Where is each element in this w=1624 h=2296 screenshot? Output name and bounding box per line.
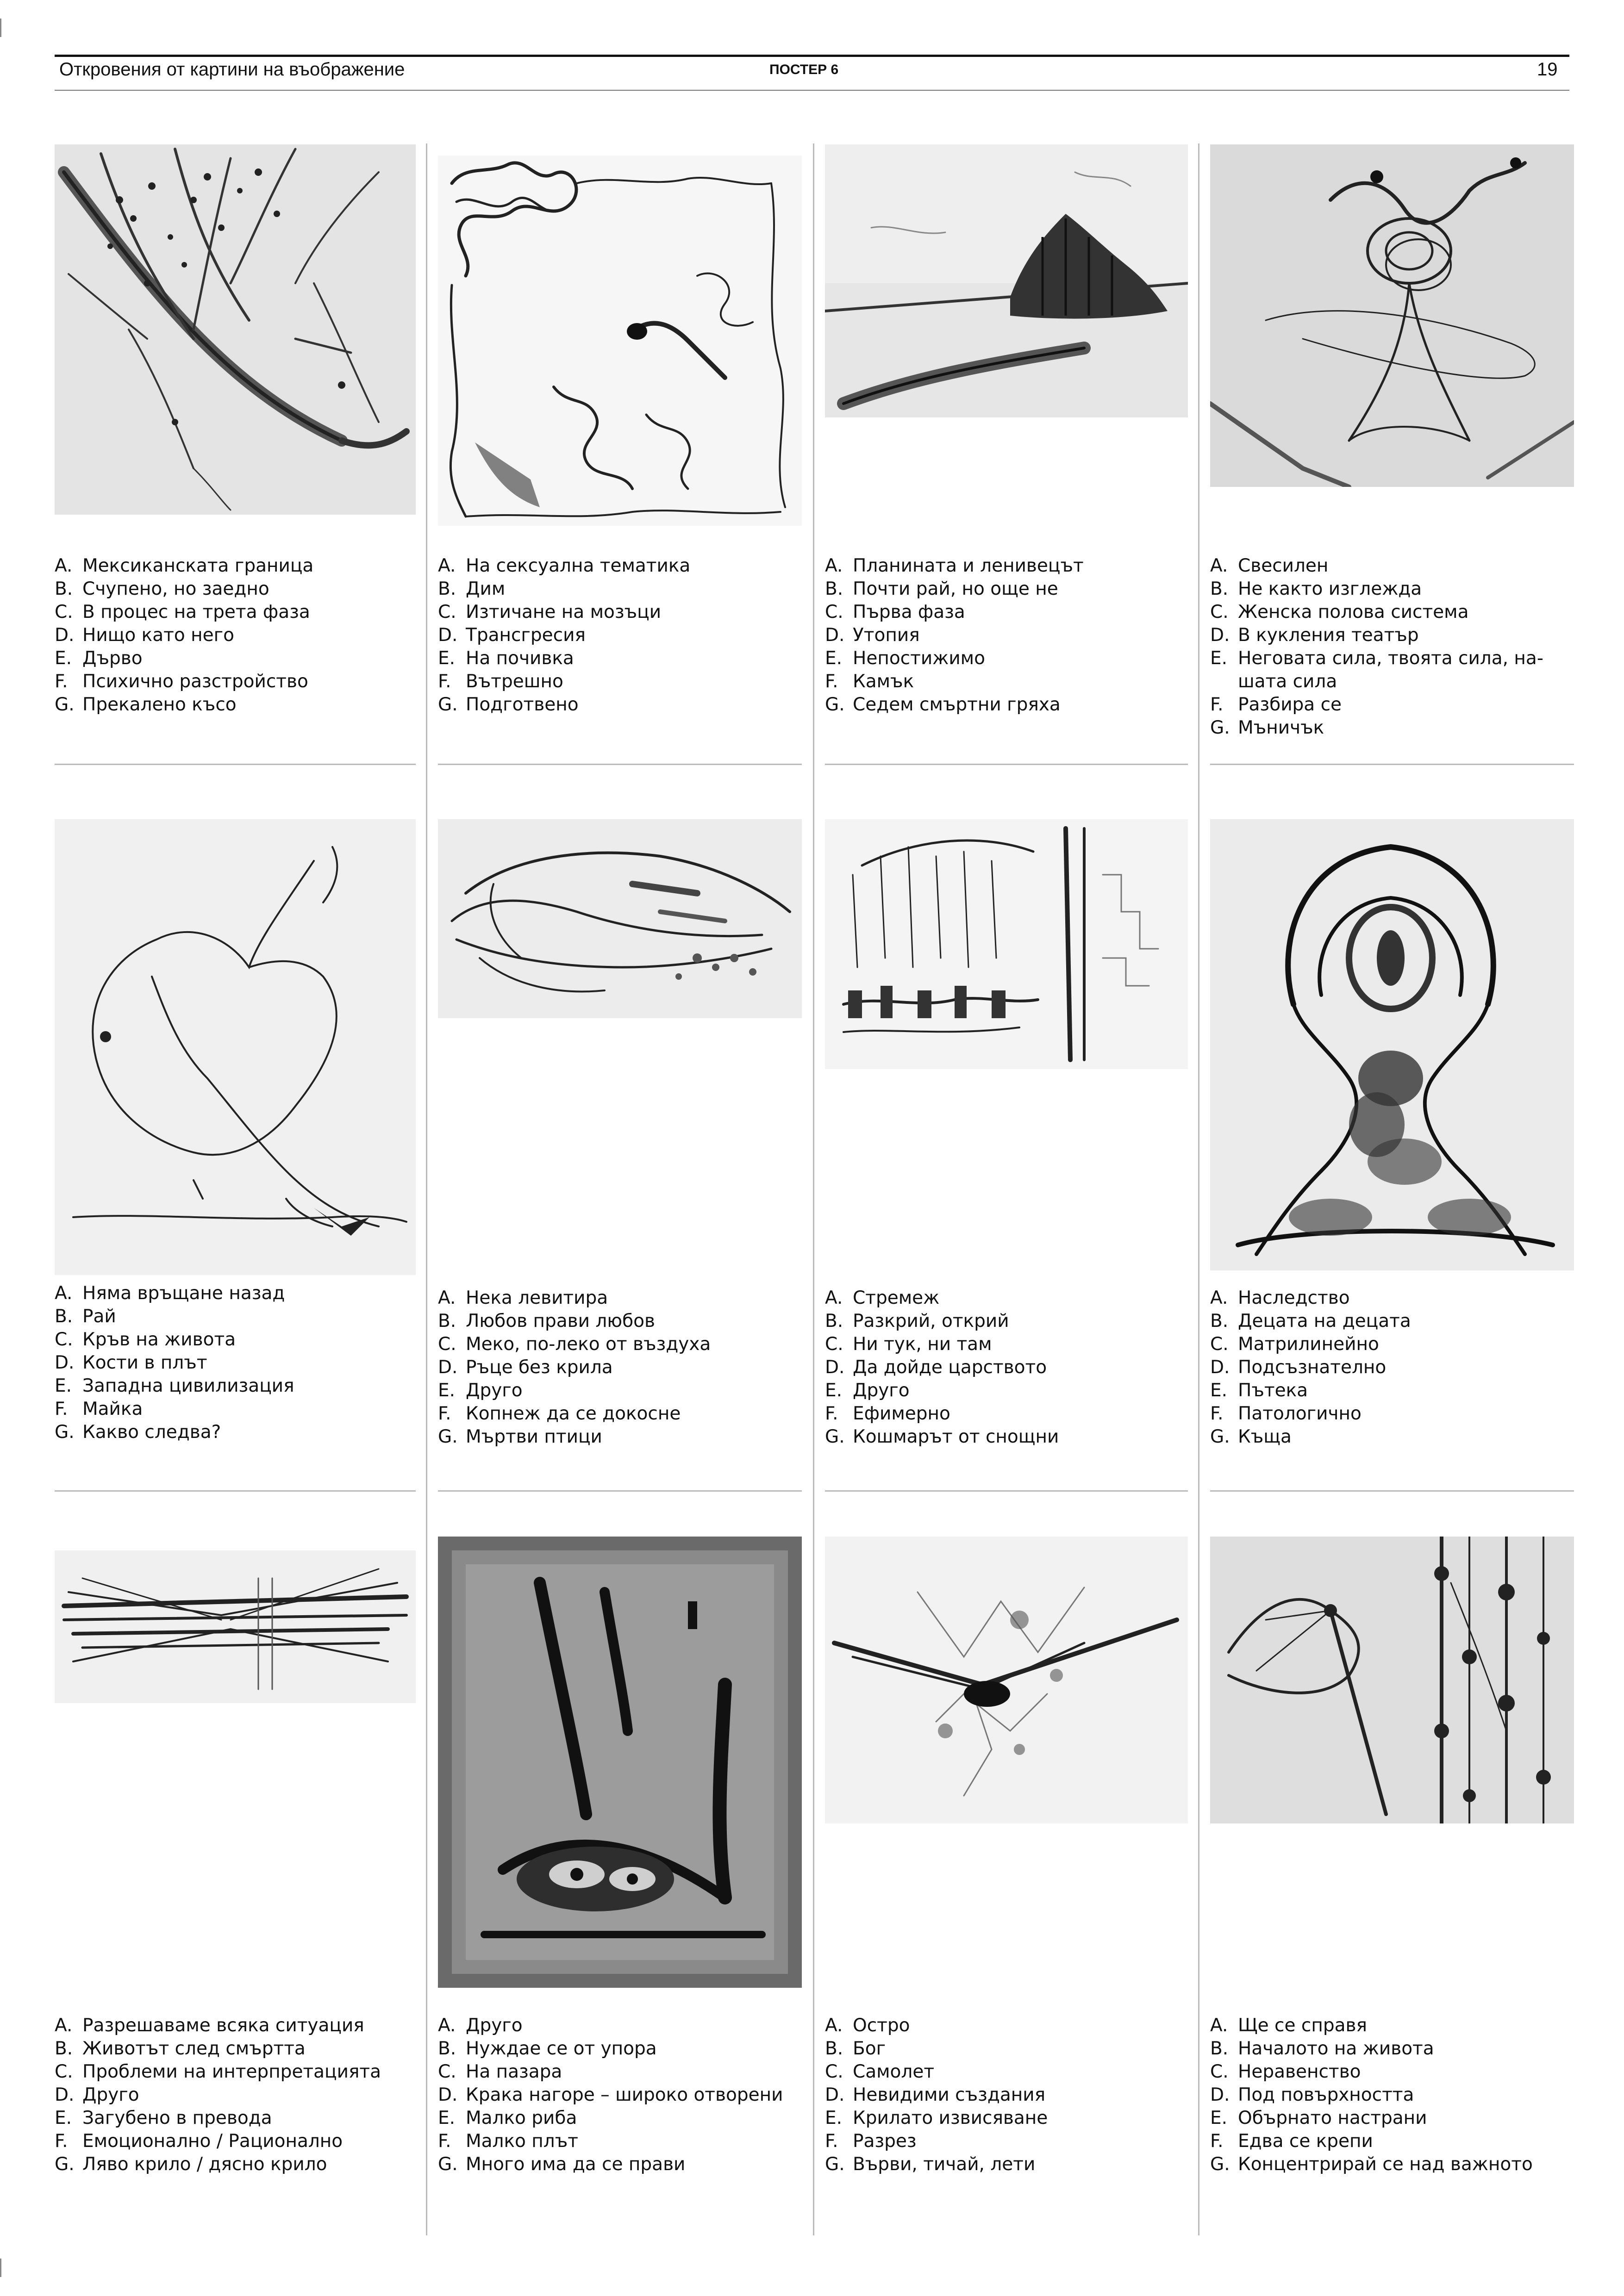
option-item: C. Изтичане на мозъци	[438, 602, 662, 622]
option-item: B. Децата на децата	[1210, 1311, 1411, 1332]
option-item: F. Малко плът	[438, 2131, 578, 2152]
options-list	[1210, 554, 1574, 740]
option-item: F. Емоционално / Рационално	[55, 2131, 343, 2152]
option-item: C. Самолет	[825, 2061, 935, 2082]
option-item: C. Неравенство	[1210, 2061, 1361, 2082]
option-item: C. На пазара	[438, 2061, 562, 2082]
option-item: D. Крака нагоре – широко отворени	[438, 2084, 783, 2105]
option-item: C. Проблеми на интерпретацията	[55, 2061, 381, 2082]
option-item: A. Разрешаваме всяка ситуация	[55, 2015, 364, 2036]
option-item: E. Друго	[438, 1380, 523, 1401]
option-item: G. Прекалено късо	[55, 694, 237, 715]
option-item: D. Подсъзнателно	[1210, 1357, 1387, 1378]
option-item: A. Остро	[825, 2015, 910, 2036]
row-divider	[438, 764, 802, 765]
option-item: A. Стремеж	[825, 1288, 940, 1308]
artwork-wing	[438, 819, 802, 1018]
option-item: D. В кукления театър	[1210, 625, 1419, 646]
option-item: D. Невидими създания	[825, 2084, 1046, 2105]
option-item: E. Неговата сила, твоята сила, на-шата сила	[1210, 648, 1543, 692]
header-poster-label: ПОСТЕР 6	[769, 62, 839, 77]
option-item: A. На сексуална тематика	[438, 555, 691, 576]
option-item: D. Кости в плът	[55, 1352, 207, 1373]
option-item: E. Малко риба	[438, 2108, 577, 2128]
option-item: A. Ще се справя	[1210, 2015, 1367, 2036]
margin-mark-bottom	[0, 2259, 1, 2277]
option-item: B. Рай	[55, 1306, 116, 1327]
row-divider	[1210, 764, 1574, 765]
option-item: B. Бог	[825, 2038, 886, 2059]
artwork-fan-and-beads	[1210, 1537, 1574, 1823]
option-item: A. Планината и ленивецът	[825, 555, 1084, 576]
option-item: F. Патологично	[1210, 1403, 1362, 1424]
option-item: C. В процес на трета фаза	[55, 602, 310, 622]
option-item: D. Утопия	[825, 625, 920, 646]
option-item: G. Кошмарът от снощни	[825, 1426, 1059, 1447]
option-item: F. Майка	[55, 1399, 143, 1419]
option-item: B. Не както изглежда	[1210, 579, 1422, 599]
option-item: G. Мъртви птици	[438, 1426, 602, 1447]
option-item: B. Дим	[438, 579, 506, 599]
option-item: C. Първа фаза	[825, 602, 965, 622]
option-item: B. Любов прави любов	[438, 1311, 655, 1332]
artwork-arch-figure	[1210, 819, 1574, 1270]
option-item: A. Мексиканската граница	[55, 555, 314, 576]
option-item: B. Разкрий, открий	[825, 1311, 1009, 1332]
page-number: 19	[1537, 59, 1558, 80]
column-divider	[1198, 143, 1199, 2235]
artwork-figure-loops	[1210, 144, 1574, 487]
option-item: C. Меко, по-леко от въздуха	[438, 1334, 711, 1355]
options-list	[825, 2014, 1188, 2176]
row-divider	[825, 1490, 1188, 1492]
option-item: A. Няма връщане назад	[55, 1283, 285, 1304]
options-list	[55, 2014, 416, 2176]
option-item: D. Трансгресия	[438, 625, 586, 646]
option-item: A. Друго	[438, 2015, 523, 2036]
option-item: G. Ляво крило / дясно крило	[55, 2154, 327, 2175]
option-item: E. Друго	[825, 1380, 910, 1401]
options-list	[1210, 2014, 1574, 2176]
options-list	[438, 554, 802, 716]
options-list	[55, 1282, 416, 1444]
artwork-vertical-lines	[825, 819, 1188, 1069]
option-item: F. Едва се крепи	[1210, 2131, 1373, 2152]
option-item: D. Нищо като него	[55, 625, 234, 646]
option-item: D. Да дойде царството	[825, 1357, 1047, 1378]
option-item: F. Ефимерно	[825, 1403, 950, 1424]
option-item: A. Наследство	[1210, 1288, 1350, 1308]
option-item: A. Свесилен	[1210, 555, 1329, 576]
column-divider	[426, 143, 427, 2235]
artwork-branches	[55, 144, 416, 515]
row-divider	[55, 764, 416, 765]
options-list	[825, 554, 1188, 716]
options-list	[438, 2014, 802, 2176]
artwork-dark-fish	[438, 1537, 802, 1988]
artwork-horizontal-strokes	[55, 1550, 416, 1703]
option-item: B. Началото на живота	[1210, 2038, 1434, 2059]
header-bottom-rule	[55, 90, 1569, 91]
option-item: E. Западна цивилизация	[55, 1375, 294, 1396]
options-list	[1210, 1287, 1574, 1449]
option-item: E. На почивка	[438, 648, 574, 669]
option-item: A. Нека левитира	[438, 1288, 608, 1308]
option-item: G. Седем смъртни гряха	[825, 694, 1061, 715]
row-divider	[55, 1490, 416, 1492]
option-item: C. Женска полова система	[1210, 602, 1469, 622]
option-item: G. Много има да се прави	[438, 2154, 686, 2175]
option-item: G. Къща	[1210, 1426, 1292, 1447]
artwork-scribble-frame	[438, 156, 802, 526]
artwork-heart-line	[55, 819, 416, 1275]
option-item: E. Непостижимо	[825, 648, 985, 669]
options-list	[438, 1287, 802, 1449]
options-list	[55, 554, 416, 716]
option-item: G. Концентрирай се над важното	[1210, 2154, 1533, 2175]
option-item: G. Върви, тичай, лети	[825, 2154, 1036, 2175]
option-item: F. Вътрешно	[438, 671, 563, 692]
option-item: G. Подготвено	[438, 694, 579, 715]
option-item: F. Разрез	[825, 2131, 917, 2152]
option-item: E. Крилато извисяване	[825, 2108, 1048, 2128]
option-item: E. Загубено в превода	[55, 2108, 272, 2128]
row-divider	[825, 764, 1188, 765]
header-top-rule	[55, 55, 1569, 57]
option-item: D. Друго	[55, 2084, 139, 2105]
column-divider	[813, 143, 814, 2235]
option-item: B. Животът след смъртта	[55, 2038, 306, 2059]
option-item: B. Нуждае се от упора	[438, 2038, 657, 2059]
margin-mark-top	[0, 19, 1, 37]
option-item: F. Камък	[825, 671, 914, 692]
option-item: G. Мъничък	[1210, 717, 1324, 738]
artwork-bird-splash	[825, 1537, 1188, 1823]
option-item: B. Почти рай, но още не	[825, 579, 1058, 599]
option-item: C. Кръв на живота	[55, 1329, 236, 1350]
option-item: C. Матрилинейно	[1210, 1334, 1379, 1355]
row-divider	[438, 1490, 802, 1492]
option-item: D. Ръце без крила	[438, 1357, 613, 1378]
option-item: D. Под повърхността	[1210, 2084, 1414, 2105]
option-item: E. Пътека	[1210, 1380, 1308, 1401]
row-divider	[1210, 1490, 1574, 1492]
option-item: E. Дърво	[55, 648, 143, 669]
artwork-mountain	[825, 144, 1188, 417]
option-item: F. Копнеж да се докосне	[438, 1403, 681, 1424]
options-list	[825, 1287, 1188, 1449]
option-item: F. Психично разстройство	[55, 671, 308, 692]
option-item: C. Ни тук, ни там	[825, 1334, 992, 1355]
option-item: G. Какво следва?	[55, 1422, 221, 1443]
header-title: Откровения от картини на въображение	[59, 59, 405, 80]
option-item: F. Разбира се	[1210, 694, 1342, 715]
option-item: B. Счупено, но заедно	[55, 579, 269, 599]
option-item: E. Обърнато настрани	[1210, 2108, 1427, 2128]
